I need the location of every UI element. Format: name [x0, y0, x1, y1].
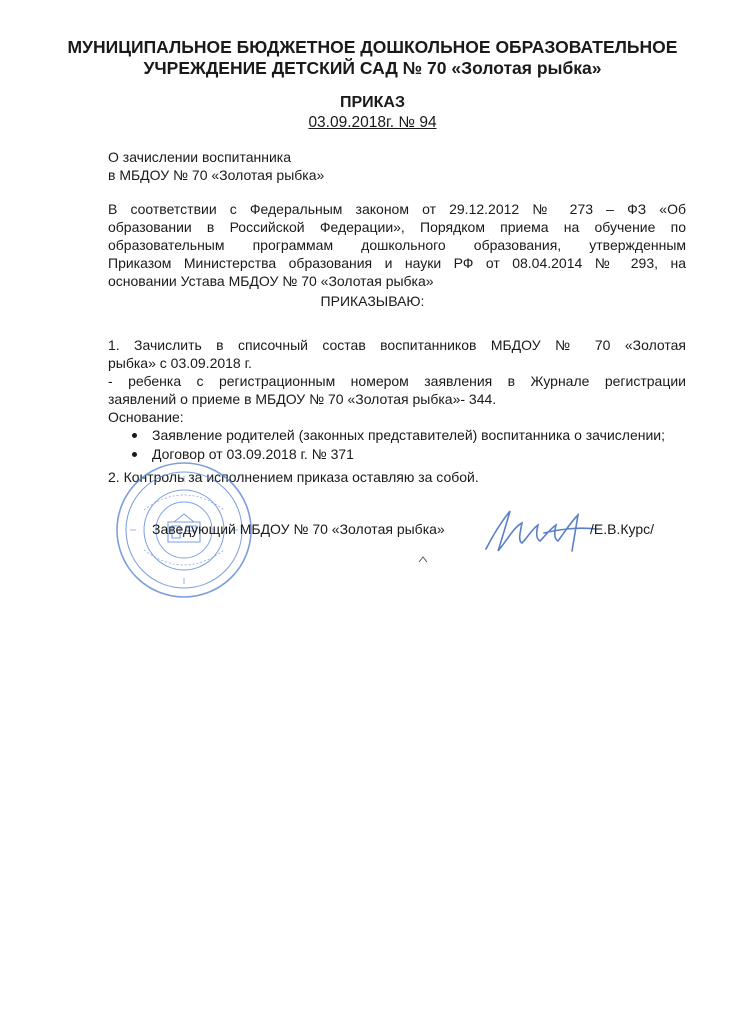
preamble-line: основании Устава МБДОУ № 70 «Золотая рыбка»: [108, 273, 434, 289]
preamble-line: образовательным программам дошкольного образования, утвержденным: [108, 237, 686, 253]
item1-line: рыбка» с 03.09.2018 г.: [108, 355, 252, 371]
basis-label: Основание:: [108, 409, 184, 425]
basis-list-item: Заявление родителей (законных представителей) воспитанника о зачислении;: [108, 426, 686, 445]
preamble-line: В соответствии с Федеральным законом от 29.12.2012 № 273 – ФЗ «Об: [108, 201, 686, 217]
order-item-2: 2. Контроль за исполнением приказа оставляю за собой.: [108, 469, 479, 485]
organization-name-line1: МУНИЦИПАЛЬНОЕ БЮДЖЕТНОЕ ДОШКОЛЬНОЕ ОБРАЗОВАТЕЛЬНОЕ: [67, 37, 678, 57]
preamble-paragraph: [108, 200, 686, 290]
subject-line1: О зачислении воспитанника: [108, 149, 292, 165]
item1-line: - ребенка с регистрационным номером заявления в Журнале регистрации: [108, 373, 686, 389]
preamble-line: образовании в Российской Федерации», Порядком приема на обучение по: [108, 219, 686, 235]
document-title: ПРИКАЗ: [339, 94, 405, 111]
caret-mark: [418, 555, 428, 563]
item1-line: 1. Зачислить в списочный состав воспитанников МБДОУ № 70 «Золотая: [108, 337, 686, 353]
basis-list-item: Договор от 03.09.2018 г. № 371: [108, 445, 686, 464]
organization-header: [20, 37, 725, 79]
order-directive-word: ПРИКАЗЫВАЮ:: [320, 293, 425, 309]
organization-name-line2: УЧРЕЖДЕНИЕ ДЕТСКИЙ САД № 70 «Золотая рыбка»: [143, 58, 602, 78]
signatory-position: Заведующий МБДОУ № 70 «Золотая рыбка»: [152, 521, 445, 537]
order-number-text: 03.09.2018г. № 94: [308, 114, 437, 131]
signatory-name: /Е.В.Курс/: [590, 521, 655, 537]
subject-line2: в МБДОУ № 70 «Золотая рыбка»: [108, 167, 325, 183]
item1-line: заявлений о приеме в МБДОУ № 70 «Золотая рыбка»- 344.: [108, 391, 497, 407]
basis-list: [108, 426, 686, 464]
order-number-date: [0, 114, 745, 132]
order-subject: [108, 148, 324, 184]
handwritten-signature: [480, 503, 598, 555]
preamble-line: Приказом Министерства образования и науки РФ от 08.04.2014 № 293, на: [108, 255, 686, 271]
order-item-1: [108, 336, 686, 464]
